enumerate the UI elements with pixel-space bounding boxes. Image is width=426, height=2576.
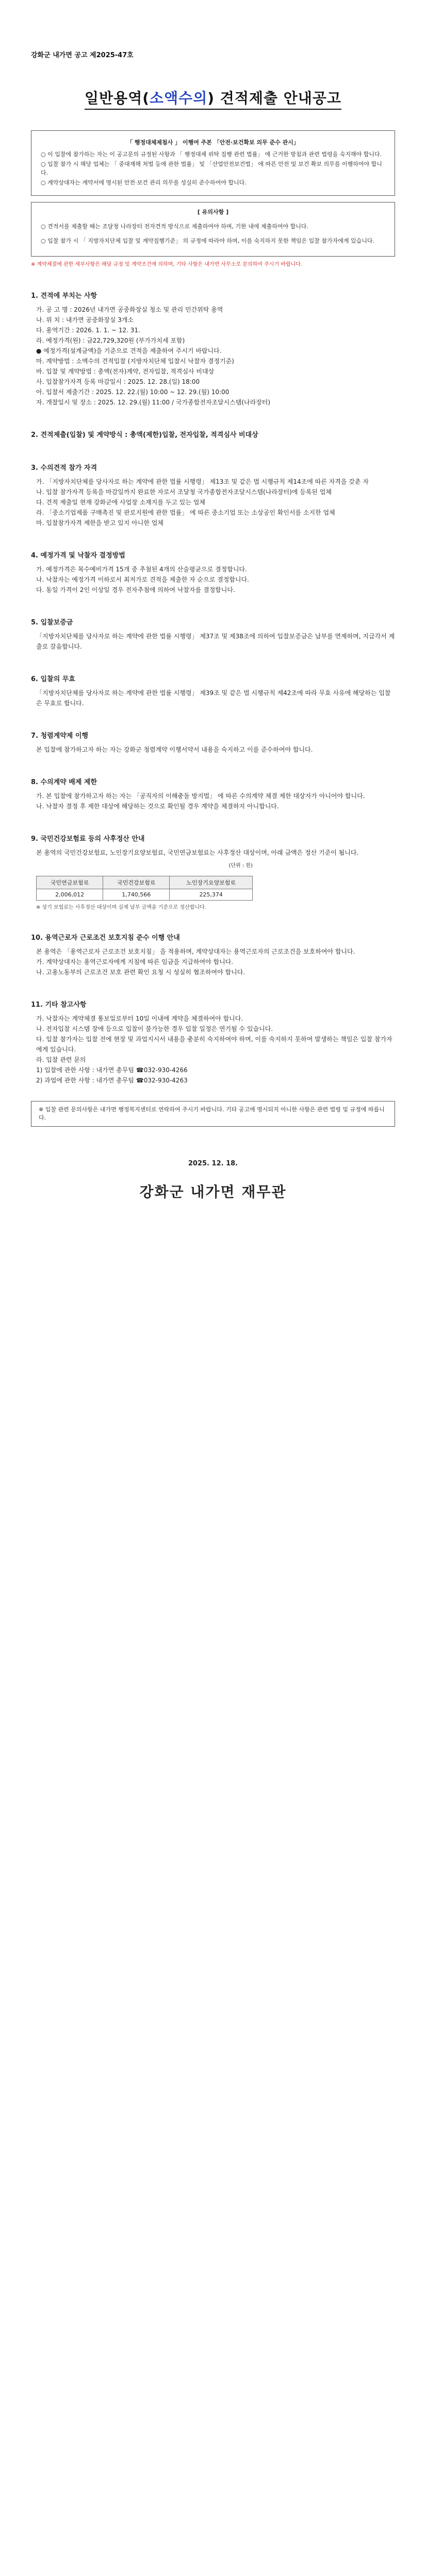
notice-line: ○ 이 입찰에 참가하는 자는 이 공고문의 규정된 사항과 「 행정대체 위탁 집행 관련 법률」 에 근거한 방침과 관련 법령을 숙지해야 합니다. <box>41 151 382 158</box>
insurance-table-wrap <box>36 861 395 910</box>
section-row: 다. 용역기간 : 2026. 1. 1. ~ 12. 31. <box>36 327 140 334</box>
section-row: 가. 예정가격은 복수예비가격 15개 중 추첨된 4개의 산술평균으로 결정합니다. <box>36 566 247 573</box>
section-heading: 6. 입찰의 무효 <box>31 675 75 683</box>
sections-part-2 <box>31 933 395 1086</box>
section-row: 「지방자치단체를 당사자로 하는 계약에 관한 법률 시행령」 제37조 및 제38조에 의하여 입찰보증금은 납부를 면제하며, 지급각서 제출로 갈음합니다. <box>36 633 395 650</box>
section <box>31 430 395 440</box>
section-heading: 7. 청렴계약제 이행 <box>31 732 88 740</box>
section-row: 나. 전자입찰 시스템 장애 등으로 입찰이 불가능한 경우 입찰 일정은 연기될 수 있습니다. <box>36 1025 273 1032</box>
notice-line: ○ 계약상대자는 계약서에 명시된 안전·보건 관리 의무를 성실히 준수하여야 합니다. <box>41 179 247 186</box>
section-row: 다. 동일 가격이 2인 이상일 경우 전자추첨에 의하여 낙찰자를 결정합니다. <box>36 586 235 594</box>
section-row: 나. 낙찰자 결정 후 제한 대상에 해당하는 것으로 확인될 경우 계약을 체결하지 아니합니다. <box>36 803 279 810</box>
red-notice: ※ 계약체결에 관한 세부사항은 해당 규정 및 계약조건에 의하며, 기타 사항은 내가면 사무소로 문의하여 주시기 바랍니다. <box>31 262 303 267</box>
issue-date: 2025. 12. 18. <box>188 1160 238 1167</box>
section-row: 가. 공 고 명 : 2026년 내가면 공중화장실 청소 및 관리 민간위탁 용역 <box>36 306 223 313</box>
section-row: 가. 계약상대자는 용역근로자에게 지침에 따른 임금을 지급하여야 합니다. <box>36 958 234 965</box>
section-row: 나. 고용노동부의 근로조건 보호 관련 확인 요청 시 성실히 협조하여야 합니다. <box>36 969 245 976</box>
title-pre: 일반용역( <box>85 90 150 107</box>
section-row: 본 용역의 국민건강보험료, 노인장기요양보험료, 국민연금보험료는 사후정산 대상이며, 아래 금액은 정산 기준이 됩니다. <box>36 849 359 856</box>
section-row: 1) 입찰에 관한 사항 : 내가면 총무팀 ☎032-930-4266 <box>36 1066 188 1074</box>
table-cell: 225,374 <box>170 889 253 901</box>
section-row: 2) 과업에 관한 사항 : 내가면 총무팀 ☎032-930-4263 <box>36 1077 188 1084</box>
section-heading: 8. 수의계약 배제 제한 <box>31 778 97 786</box>
section-row: 다. 견적 제출일 현재 강화군에 사업장 소재지를 두고 있는 업체 <box>36 499 205 506</box>
section-heading: 1. 견적에 부치는 사항 <box>31 292 97 300</box>
table-note: ※ 상기 보험료는 사후정산 대상이며 실제 납부 금액을 기준으로 정산합니다. <box>36 905 206 910</box>
section <box>31 618 395 652</box>
section-row: 가. 본 입찰에 참가하고자 하는 자는 「공직자의 이해충돌 방지법」 에 따른 수의계약 체결 제한 대상자가 아니어야 합니다. <box>36 792 365 800</box>
section-row: 사. 입찰참가자격 등록 마감일시 : 2025. 12. 28.(일) 18:00 <box>36 378 200 385</box>
section-row: 나. 위 치 : 내가면 공중화장실 3개소 <box>36 316 134 324</box>
section-heading: 5. 입찰보증금 <box>31 619 73 626</box>
section-heading: 3. 수의견적 참가 자격 <box>31 464 97 472</box>
signer: 강화군 내가면 재무관 <box>139 1183 287 1200</box>
section-row: 본 용역은 「용역근로자 근로조건 보호지침」 을 적용하며, 계약상대자는 용역근로자의 근로조건을 보호하여야 합니다. <box>36 948 355 955</box>
section-row: 바. 입찰 및 계약방법 : 총액(전자)계약, 전자입찰, 적격심사 비대상 <box>36 368 215 375</box>
section-row: 라. 입찰 관련 문의 <box>36 1056 86 1063</box>
section-row: 다. 입찰 참가자는 입찰 전에 현장 및 과업지시서 내용을 충분히 숙지하여야 하며, 이를 숙지하지 못하여 발생하는 책임은 입찰 참가자에게 있습니다. <box>36 1036 392 1053</box>
section-heading: 9. 국민건강보험료 등의 사후정산 안내 <box>31 835 145 843</box>
section-row: 마. 계약방법 : 소액수의 견적입찰 (지방자치단체 입찰시 낙찰자 결정기준) <box>36 358 234 365</box>
section <box>31 551 395 595</box>
section <box>31 933 395 977</box>
section <box>31 674 395 708</box>
section-row: 「지방자치단체를 당사자로 하는 계약에 관한 법률 시행령」 제39조 및 같은 법 시행규칙 제42조에 따라 무효 사유에 해당하는 입찰은 무효로 합니다. <box>36 689 391 707</box>
table-header-row <box>37 876 253 889</box>
caution-head: [ 유의사항 ] <box>197 209 229 215</box>
section <box>31 777 395 811</box>
title-underline <box>85 87 341 110</box>
section <box>31 463 395 528</box>
section-heading: 2. 견적제출(입찰) 및 계약방식 : 총액(제한)입찰, 전자입찰, 적격심사 비대상 <box>31 431 258 439</box>
section <box>31 834 395 858</box>
section-row: 라. 예정가격(원) : 금22,729,320원 (부가가치세 포함) <box>36 337 185 344</box>
section-heading: 11. 기타 참고사항 <box>31 1001 87 1009</box>
doc-number: 강화군 내가면 공고 제2025-47호 <box>31 52 134 59</box>
notice-box <box>31 130 395 196</box>
section <box>31 731 395 755</box>
title-highlight: 소액수의 <box>150 90 208 107</box>
section-row: 나. 낙찰자는 예정가격 이하로서 최저가로 견적을 제출한 자 순으로 결정합니다. <box>36 576 249 583</box>
table-header: 국민연금보험료 <box>37 876 103 889</box>
section-heading: 4. 예정가격 및 낙찰자 결정방법 <box>31 552 125 560</box>
section-row: 라. 「중소기업제품 구매촉진 및 판로지원에 관한 법률」 에 따른 중소기업 또는 소상공인 확인서를 소지한 업체 <box>36 509 335 516</box>
caution-line: ○ 견적서를 제출할 때는 조달청 나라장터 전자견적 방식으로 제출하여야 하며, 기한 내에 제출하여야 합니다. <box>41 223 308 230</box>
footer-box: ※ 입찰 관련 문의사항은 내가면 행정복지센터로 연락하여 주시기 바랍니다. 기타 공고에 명시되지 아니한 사항은 관련 법령 및 규정에 따릅니다. <box>31 1101 395 1127</box>
section-row: ● 예정가격(설계금액)을 기준으로 견적을 제출하여 주시기 바랍니다. <box>36 347 222 354</box>
section-row: 가. 낙찰자는 계약체결 통보일로부터 10일 이내에 계약을 체결하여야 합니다. <box>36 1015 243 1022</box>
caution-line: ○ 입찰 참가 시 「 지방자치단체 입찰 및 계약집행기준」 의 규정에 따라야 하며, 이를 숙지하지 못한 책임은 입찰 참가자에게 있습니다. <box>41 238 374 244</box>
section-row: 자. 개찰일시 및 장소 : 2025. 12. 29.(월) 11:00 / 국가종합전자조달시스템(나라장터) <box>36 399 271 406</box>
notice-head: 「 행정대체제첨사 」 이행여 주본 「안전·보건확보 의무 준수 관시」 <box>127 139 299 146</box>
title-post: ) 견적제출 안내공고 <box>207 90 341 107</box>
caution-box <box>31 202 395 257</box>
table-cell: 2,006,012 <box>37 889 103 901</box>
table-row <box>37 889 253 901</box>
section-row: 가. 「지방자치단체를 당사자로 하는 계약에 관한 법률 시행령」 제13조 및 같은 법 시행규칙 제14조에 따른 자격을 갖춘 자 <box>36 478 369 485</box>
section-row: 아. 입찰서 제출기간 : 2025. 12. 22.(월) 10:00 ~ 12. 29.(월) 10:00 <box>36 388 230 396</box>
table-unit: (단위 : 원) <box>228 863 253 869</box>
section-row: 본 입찰에 참가하고자 하는 자는 강화군 청렴계약 이행서약서 내용을 숙지하고 이를 준수하여야 합니다. <box>36 746 313 753</box>
table-header: 노인장기요양보험료 <box>170 876 253 889</box>
section-heading: 10. 용역근로자 근로조건 보호지침 준수 이행 안내 <box>31 934 180 942</box>
table-header: 국민건강보험료 <box>103 876 170 889</box>
section-row: 나. 입찰 참가자격 등록을 마감일까지 완료한 자로서 조달청 국가종합전자조달시스템(나라장터)에 등록된 업체 <box>36 488 332 496</box>
insurance-table <box>36 876 253 901</box>
section <box>31 1000 395 1086</box>
notice-line: ○ 입찰 참가 시 해당 업체는 「 중대재해 처벌 등에 관한 법률」 및 「산업안전보건법」 에 따른 안전 및 보건 확보 의무를 이행하여야 합니다. <box>41 161 382 176</box>
section <box>31 291 395 408</box>
table-cell: 1,740,566 <box>103 889 170 901</box>
section-row: 마. 입찰참가자격 제한을 받고 있지 아니한 업체 <box>36 519 163 527</box>
sections-part-1 <box>31 291 395 858</box>
page-title <box>31 87 395 110</box>
